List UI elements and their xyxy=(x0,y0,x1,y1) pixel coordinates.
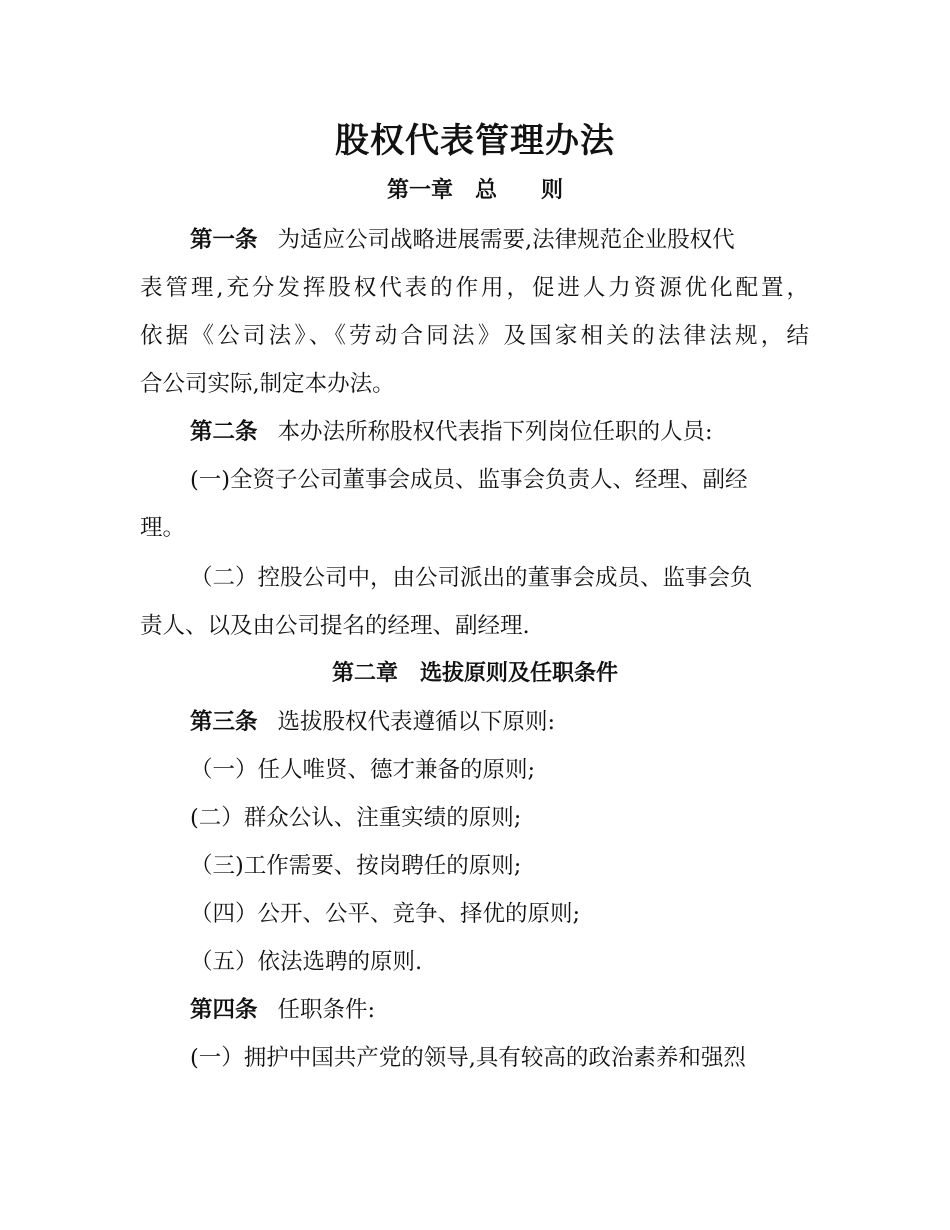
article-3-label: 第三条 xyxy=(190,709,258,735)
article-4-item-1-line-1: (一）拥护中国共产党的领导,具有较高的政治素养和强烈 xyxy=(190,1045,746,1071)
article-3-item-5: （五）依法选聘的原则. xyxy=(190,949,423,975)
article-4-text: 任职条件: xyxy=(277,997,376,1023)
article-3-item-4: （四）公开、公平、竞争、择优的原则; xyxy=(190,901,581,927)
article-2-label: 第二条 xyxy=(190,419,258,445)
article-1-line-2: 表管理,充分发挥股权代表的作用，促进人力资源优化配置， xyxy=(140,275,809,301)
article-4-line-1 xyxy=(190,994,375,1026)
article-3-line-1 xyxy=(190,706,555,738)
article-1-line-1 xyxy=(190,224,809,256)
chapter-2-heading: 第二章 选拔原则及任职条件 xyxy=(331,661,618,686)
article-2-line-1 xyxy=(190,416,713,448)
chapter-1-heading: 第一章 总 则 xyxy=(386,178,563,203)
article-3-item-2: (二）群众公认、注重实绩的原则; xyxy=(190,805,522,831)
article-2-item-2-line-2: 责人、以及由公司提名的经理、副经理. xyxy=(140,613,530,639)
article-1-text: 为适应公司战略进展需要,法律规范企业股权代 xyxy=(277,227,735,253)
article-3-item-1: （一）任人唯贤、德才兼备的原则; xyxy=(190,757,536,783)
article-1-line-4: 合公司实际,制定本办法。 xyxy=(140,371,395,397)
article-1-line-3: 依据《公司法》、《劳动合同法》及国家相关的法律法规，结 xyxy=(140,323,809,349)
article-2-item-2-line-1: （二）控股公司中，由公司派出的董事会成员、监事会负 xyxy=(190,565,753,591)
article-1-label: 第一条 xyxy=(190,227,258,253)
article-2-text: 本办法所称股权代表指下列岗位任职的人员: xyxy=(277,419,713,445)
article-2-item-1-line-1: (一)全资子公司董事会成员、监事会负责人、经理、副经 xyxy=(190,467,748,493)
article-2-item-1-line-2: 理。 xyxy=(140,515,186,541)
article-3-text: 选拔股权代表遵循以下原则: xyxy=(277,709,556,735)
article-4-label: 第四条 xyxy=(190,997,258,1023)
document-title: 股权代表管理办法 xyxy=(335,121,615,161)
article-3-item-3: （三)工作需要、按岗聘任的原则; xyxy=(190,853,522,879)
